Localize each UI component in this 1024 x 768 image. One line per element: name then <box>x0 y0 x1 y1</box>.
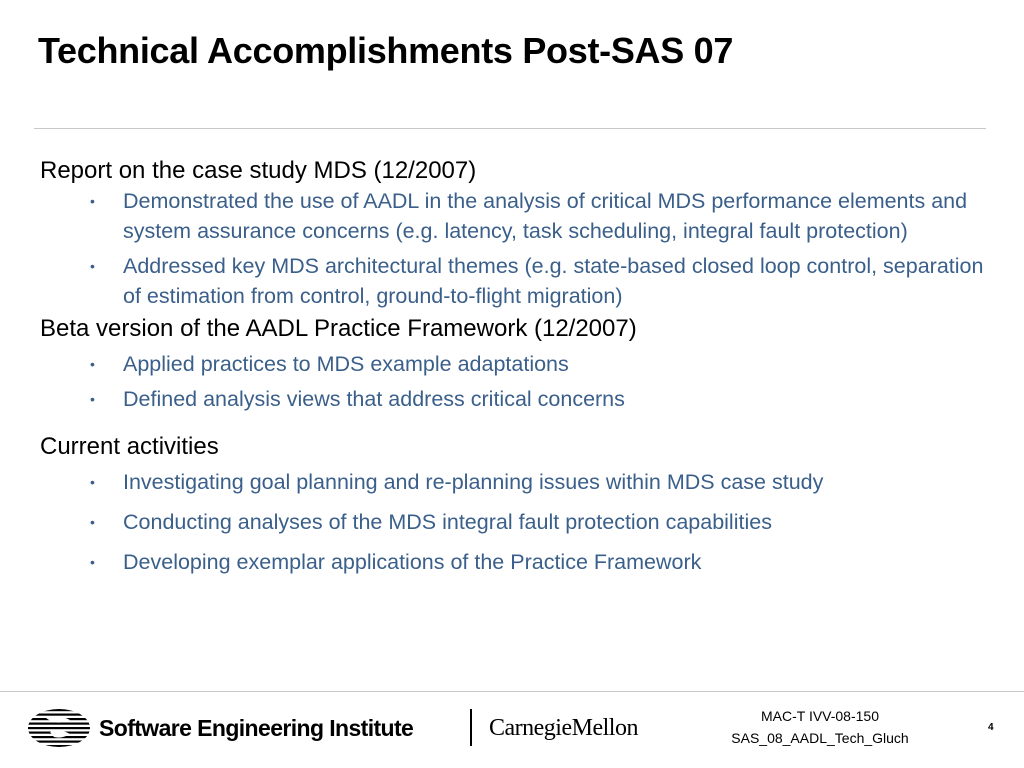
document-id-line1: MAC-T IVV-08-150 <box>760 708 879 724</box>
bullet-dot-icon: • <box>90 391 95 407</box>
page-number: 4 <box>988 722 994 733</box>
sei-globe-logo-icon <box>26 708 92 748</box>
bullet-text: Applied practices to MDS example adaptations <box>123 352 569 376</box>
bullet-dot-icon: • <box>90 474 95 490</box>
bullet-dot-icon: • <box>90 258 95 274</box>
bullet-item <box>90 507 990 537</box>
bullet-dot-icon: • <box>90 514 95 530</box>
slide-title: Technical Accomplishments Post-SAS 07 <box>38 30 734 71</box>
slide-content <box>40 156 990 587</box>
sei-name: Software Engineering Institute <box>99 715 414 741</box>
bullet-item <box>90 467 990 497</box>
section-beta-version <box>40 314 990 414</box>
title-divider <box>34 128 986 129</box>
bullet-item <box>90 384 990 414</box>
bullet-list <box>40 186 990 311</box>
section-heading: Current activities <box>40 433 219 460</box>
document-id-line2: SAS_08_AADL_Tech_Gluch <box>731 730 909 746</box>
bullet-item <box>90 186 990 246</box>
bullet-text: Demonstrated the use of AADL in the analysis of critical MDS performance elements and system assurance concerns (e.g. latency, task scheduling, integral fault protection) <box>123 189 968 243</box>
bullet-item <box>90 251 990 311</box>
cmu-name: CarnegieMellon <box>489 715 638 741</box>
bullet-list <box>40 349 990 414</box>
section-case-study <box>40 156 990 311</box>
bullet-dot-icon: • <box>90 554 95 570</box>
footer-divider <box>0 691 1024 692</box>
section-heading: Beta version of the AADL Practice Framework (12/2007) <box>40 315 637 342</box>
bullet-list <box>40 467 990 577</box>
bullet-item <box>90 547 990 577</box>
section-heading: Report on the case study MDS (12/2007) <box>40 157 477 184</box>
bullet-dot-icon: • <box>90 356 95 372</box>
bullet-text: Investigating goal planning and re-planning issues within MDS case study <box>123 470 824 494</box>
section-current-activities <box>40 432 990 577</box>
bullet-dot-icon: • <box>90 193 95 209</box>
bullet-text: Conducting analyses of the MDS integral fault protection capabilities <box>123 510 772 534</box>
bullet-text: Defined analysis views that address critical concerns <box>123 387 625 411</box>
logo-separator <box>470 709 472 746</box>
bullet-text: Developing exemplar applications of the Practice Framework <box>123 550 702 574</box>
bullet-item <box>90 349 990 379</box>
document-id <box>704 705 936 749</box>
bullet-text: Addressed key MDS architectural themes (e.g. state-based closed loop control, separation of estimation from control, ground-to-flight migration) <box>123 254 984 308</box>
